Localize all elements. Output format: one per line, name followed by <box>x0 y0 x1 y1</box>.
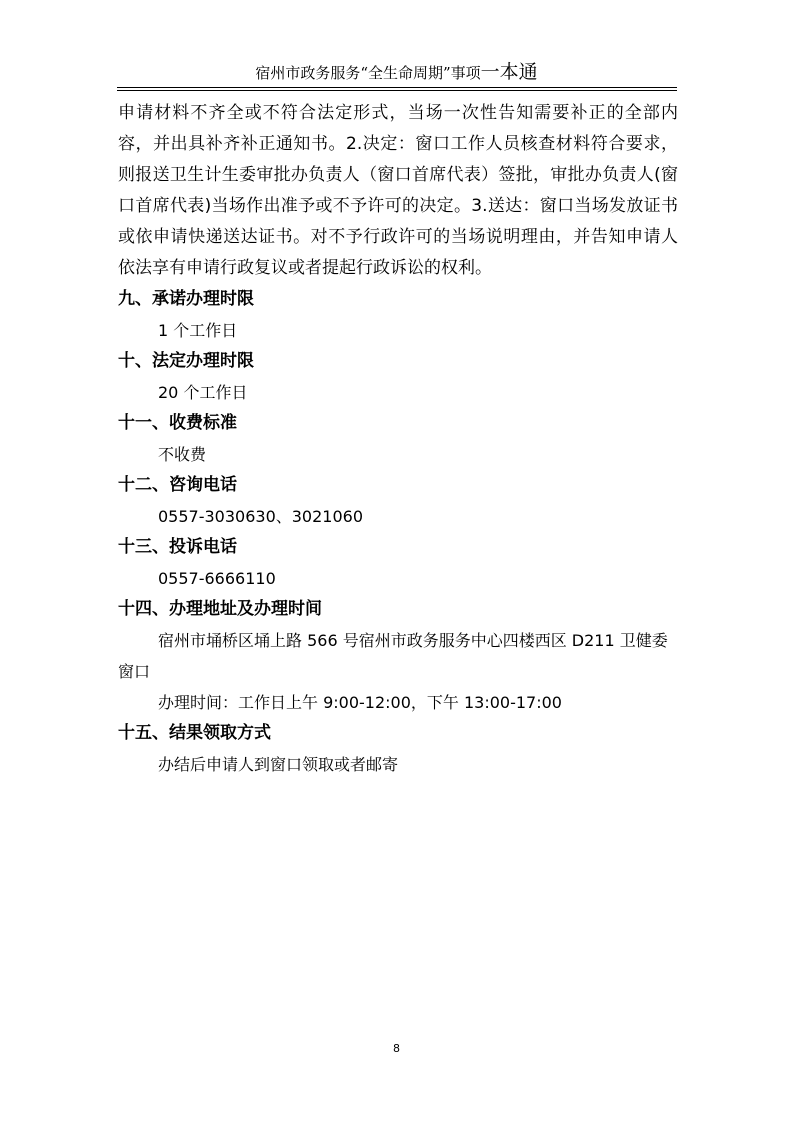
header-title-suffix: 一本通 <box>480 61 538 83</box>
header-divider <box>117 87 677 91</box>
section-title-result-pickup: 十五、结果领取方式 <box>118 723 271 743</box>
section-value-hours: 办理时间：工作日上午 9:00-12:00，下午 13:00-17:00 <box>158 693 562 712</box>
section-value-address: 宿州市埇桥区埇上路 566 号宿州市政务服务中心四楼西区 D211 卫健委窗口 <box>118 631 668 681</box>
intro-paragraph: 申请材料不齐全或不符合法定形式，当场一次性告知需要补正的全部内容，并出具补齐补正通知书。2.决定：窗口工作人员核查材料符合要求，则报送卫生计生委审批办负责人（窗口首席代表）签批，审批办负责人(窗口首席代表)当场作出准予或不予许可的决定。3.送达：窗口当场发放证书或依申请快递送达证书。对不予行政许可的当场说明理由，并告知申请人依法享有申请行政复议或者提起行政诉讼的权利。 <box>118 103 678 278</box>
section-title-consult-phone: 十二、咨询电话 <box>118 475 237 495</box>
section-title-complaint-phone: 十三、投诉电话 <box>118 537 237 557</box>
section-title-fee: 十一、收费标准 <box>118 413 237 433</box>
section-value-complaint-phone: 0557-6666110 <box>158 569 276 588</box>
header-title: 宿州市政务服务“全生命周期”事项 <box>255 64 481 82</box>
section-value-consult-phone: 0557-3030630、3021060 <box>158 507 364 526</box>
section-value-fee: 不收费 <box>158 445 207 464</box>
document-body <box>118 98 678 780</box>
section-value-commitment-time: 1 个工作日 <box>158 321 238 340</box>
page-header <box>0 60 793 85</box>
section-value-legal-time: 20 个工作日 <box>158 383 248 402</box>
page-number: 8 <box>393 1042 400 1055</box>
section-title-legal-time: 十、法定办理时限 <box>118 351 254 371</box>
section-title-address-hours: 十四、办理地址及办理时间 <box>118 599 322 619</box>
section-value-result-pickup: 办结后申请人到窗口领取或者邮寄 <box>158 755 399 774</box>
section-title-commitment-time: 九、承诺办理时限 <box>118 289 254 309</box>
